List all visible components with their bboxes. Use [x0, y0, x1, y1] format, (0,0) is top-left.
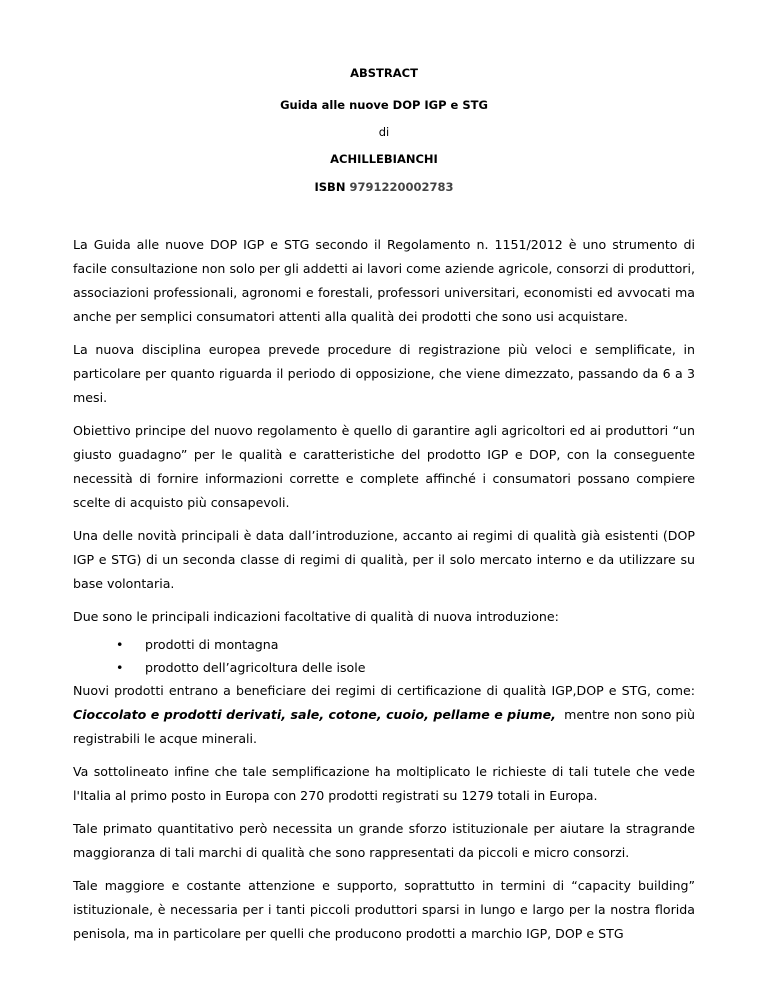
book-title: Guida alle nuove DOP IGP e STG: [280, 98, 488, 112]
paragraph: Obiettivo principe del nuovo regolamento è quello di garantire agli agricoltori ed ai produttori “un giusto guadagno” per le qualità e caratteristiche del prodotto IGP e DOP, con la conseguente necessità di fornire informazioni corrette e complete affinché i consumatori possano compiere scelte di acquisto più consapevoli.: [73, 423, 695, 510]
paragraph-text: mentre non sono più registrabili le acque minerali.: [73, 707, 700, 746]
paragraph: Va sottolineato infine che tale semplificazione ha moltiplicato le richieste di tali tutele che vede l'Italia al primo posto in Europa con 270 prodotti registrati su 1279 totali in Europa.: [73, 764, 695, 803]
isbn-line: [73, 180, 695, 194]
paragraph: Una delle novità principali è data dall’introduzione, accanto ai regimi di qualità già esistenti (DOP IGP e STG) di un seconda classe di regimi di qualità, per il solo mercato interno e da utilizzare su base volontaria.: [73, 528, 695, 591]
abstract-heading: ABSTRACT: [350, 66, 418, 80]
paragraph: Due sono le principali indicazioni facoltative di qualità di nuova introduzione:: [73, 609, 559, 624]
list-item-text: prodotti di montagna: [145, 637, 279, 652]
bullet-icon: •: [116, 660, 124, 675]
author-name: ACHILLEBIANCHI: [330, 152, 438, 166]
paragraph: Tale primato quantitativo però necessita un grande sforzo istituzionale per aiutare la stragrande maggioranza di tali marchi di qualità che sono rappresentati da piccoli e micro consorzi.: [73, 821, 695, 860]
abstract-body: [73, 233, 700, 955]
bullet-list: [73, 633, 695, 679]
paragraph-text: Nuovi prodotti entrano a beneficiare dei regimi di certificazione di qualità IGP,DOP e STG, come:: [73, 683, 695, 698]
by-label: di: [378, 125, 390, 139]
list-item: [73, 656, 695, 679]
list-item-text: prodotto dell’agricoltura delle isole: [145, 660, 366, 675]
list-item: [73, 633, 695, 656]
emphasized-product-list: Cioccolato e prodotti derivati, sale, cotone, cuoio, pellame e piume,: [73, 707, 556, 722]
bullet-icon: •: [116, 637, 124, 652]
paragraph: Tale maggiore e costante attenzione e supporto, soprattutto in termini di “capacity building” istituzionale, è necessaria per i tanti piccoli produttori sparsi in lungo e largo per la nostra florida penisola, ma in particolare per quelli che producono prodotti a marchio IGP, DOP e STG: [73, 878, 695, 941]
paragraph: La nuova disciplina europea prevede procedure di registrazione più veloci e semplificate, in particolare per quanto riguarda il periodo di opposizione, che viene dimezzato, passando da 6 a 3 mesi.: [73, 342, 695, 405]
isbn-number: 9791220002783: [349, 180, 454, 194]
paragraph: [73, 679, 700, 751]
paragraph: La Guida alle nuove DOP IGP e STG secondo il Regolamento n. 1151/2012 è uno strumento di facile consultazione non solo per gli addetti ai lavori come aziende agricole, consorzi di produttori, associazioni professionali, agronomi e forestali, professori universitari, economisti ed avvocati ma anche per semplici consumatori attenti alla qualità dei prodotti che sono usi acquistare.: [73, 237, 695, 324]
isbn-label: ISBN: [314, 180, 346, 194]
